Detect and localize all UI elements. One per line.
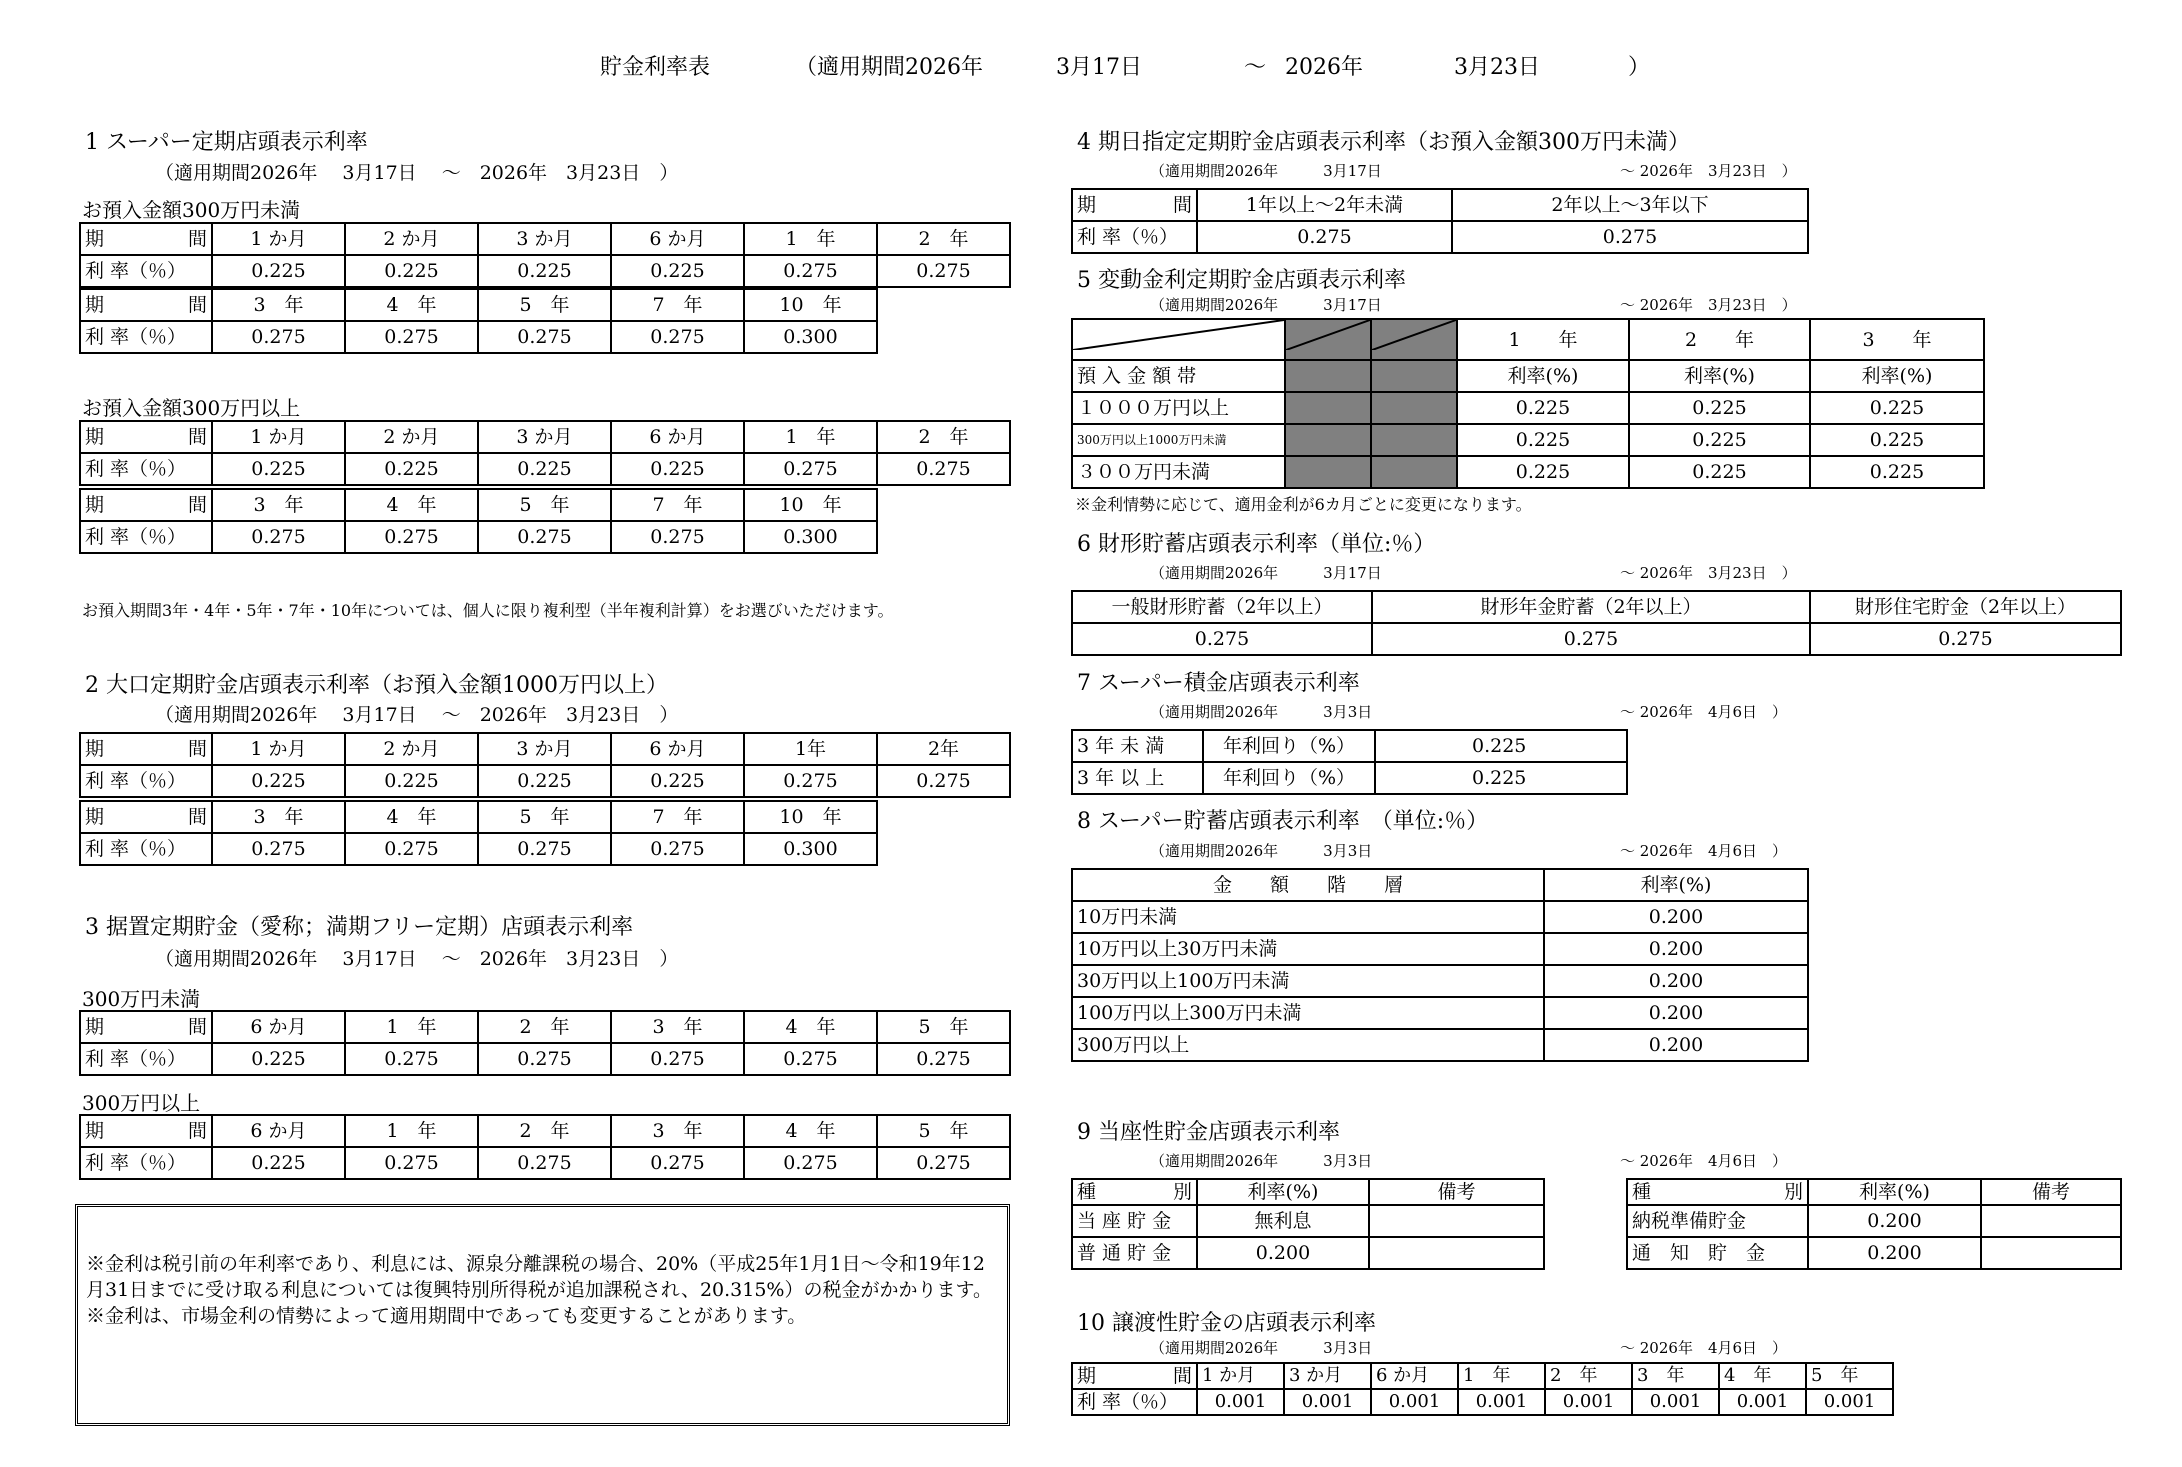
s6-period-start: （適用期間2026年 3月17日 [1150,564,1382,582]
rate-cell: 0.225 [212,453,345,485]
rate-cell: 0.225 [1629,456,1810,488]
s6-table [1071,590,2122,656]
period-cell: 2 年 [877,421,1010,453]
period-cell: 7 年 [611,489,744,521]
s1-over-table-b [79,488,878,554]
rate-cell: 0.275 [345,1147,478,1179]
s8-table [1071,868,1809,1062]
diagonal-line [1286,320,1370,350]
row-label-rate: 利 率（％） [80,521,212,553]
period-cell: 10 年 [744,489,877,521]
period-cell: 7 年 [611,289,744,321]
period-cell: 4 年 [744,1011,877,1043]
document-title [0,50,2182,80]
row-label-rate: 利 率（％） [1072,221,1197,253]
period-cell: 1 か月 [212,733,345,765]
s5-table [1071,318,1985,489]
period-cell: 2年以上～3年以下 [1452,189,1808,221]
rate-cell: 0.225 [212,765,345,797]
deposit-type-label: 通 知 貯 金 [1627,1237,1808,1269]
savings-type-header: 一般財形貯蓄（2年以上） [1072,591,1372,623]
rate-cell: 0.275 [212,521,345,553]
period-cell: 2 か月 [345,733,478,765]
period-cell: 2 年 [1545,1363,1632,1389]
rate-cell: 0.275 [478,1147,611,1179]
diagonal-line [1372,320,1456,350]
rate-cell: 0.300 [744,833,877,865]
period-cell: 6 か月 [212,1011,345,1043]
s5-heading: 5 変動金利定期貯金店頭表示利率 [1077,268,1406,293]
s1-under-table-b [79,288,878,354]
s2-table-a [79,732,1011,798]
amount-band-header: 預 入 金 額 帯 [1072,360,1285,392]
period-cell: 3 か月 [478,421,611,453]
deposit-type-label: 普 通 貯 金 [1072,1237,1197,1269]
period-cell: 3 年 [212,289,345,321]
s5-note: ※金利情勢に応じて、適用金利が6カ月ごとに変更になります。 [1075,495,1532,514]
s8-period-end: ～ 2026年 4月6日 ） [1620,842,1788,860]
rate-cell: 0.275 [744,1147,877,1179]
rate-cell: 0.225 [1375,762,1627,794]
note-cell [1369,1205,1544,1237]
greyed-cell [1371,424,1457,456]
amount-band-label: 300万円以上1000万円未満 [1072,424,1285,456]
period-cell: 4 年 [345,801,478,833]
rate-cell: 0.200 [1808,1205,1981,1237]
savings-type-header: 財形年金貯蓄（2年以上） [1372,591,1810,623]
rate-cell: 0.225 [1375,730,1627,762]
rate-header: 利率(%) [1197,1179,1369,1205]
rate-cell: 0.001 [1806,1389,1893,1415]
amount-band-label: ３００万円未満 [1072,456,1285,488]
row-label-rate: 利 率（％） [80,765,212,797]
period-cell: 4 年 [1719,1363,1806,1389]
rate-cell: 0.001 [1632,1389,1719,1415]
rate-cell: 0.275 [744,255,877,287]
title-tilde: ～ [1244,55,1267,80]
s10-period-end: ～ 2026年 4月6日 ） [1620,1339,1788,1357]
deposit-type-label: 納税準備貯金 [1627,1205,1808,1237]
s3-under-table [79,1010,1011,1076]
s3-period: （適用期間2026年 3月17日 ～ 2026年 3月23日 ） [155,948,679,970]
rate-cell: 0.275 [744,765,877,797]
rate-cell: 無利息 [1197,1205,1369,1237]
period-cell: 1 年 [744,223,877,255]
title-close: ） [1628,55,1651,80]
rate-cell: 0.200 [1808,1237,1981,1269]
tax-notice-line2: ※金利は、市場金利の情勢によって適用期間中であっても変更することがあります。 [86,1305,807,1327]
rate-header: 利率(%) [1457,360,1629,392]
rate-cell: 0.225 [1457,456,1629,488]
period-cell: 7 年 [611,801,744,833]
s7-table [1071,729,1628,795]
s1-over-label: お預入金額300万円以上 [82,396,301,420]
period-cell: 5 年 [877,1011,1010,1043]
rate-cell: 0.001 [1284,1389,1371,1415]
diag-cell [1072,319,1285,360]
note-cell [1981,1205,2121,1237]
rate-cell: 0.275 [478,1043,611,1075]
row-label-period: 期 間 [80,489,212,521]
period-cell: 2 か月 [345,223,478,255]
s1-footnote: お預入期間3年・4年・5年・7年・10年については、個人に限り複利型（半年複利計算）をお選びいただけます。 [82,601,894,620]
row-label-rate: 利 率（％） [80,1147,212,1179]
period-cell: 10 年 [744,289,877,321]
period-cell: 1年以上～2年未満 [1197,189,1452,221]
s9-heading: 9 当座性貯金店頭表示利率 [1077,1120,1340,1145]
row-label-period: 期 間 [80,289,212,321]
period-cell: 1 年 [1458,1363,1545,1389]
s2-period: （適用期間2026年 3月17日 ～ 2026年 3月23日 ） [155,704,679,726]
rate-cell: 0.275 [478,321,611,353]
s3-heading: 3 据置定期貯金（愛称；満期フリー定期）店頭表示利率 [85,915,634,940]
period-cell: 5 年 [1806,1363,1893,1389]
period-cell: 3 年 [212,489,345,521]
rate-cell: 0.275 [212,321,345,353]
rate-header: 利率(%) [1810,360,1984,392]
title-end-day: 3月23日 [1454,55,1540,80]
tax-notice-line1: ※金利は税引前の年利率であり、利息には、源泉分離課税の場合、20%（平成25年1月1日～令和19年12月31日までに受け取る利息については復興特別所得税が追加課税され、20.315%）の税金がかかります。 [86,1253,992,1301]
rate-cell: 0.275 [345,321,478,353]
rate-cell: 0.225 [345,453,478,485]
row-label-period: 期 間 [80,801,212,833]
s7-period-start: （適用期間2026年 3月3日 [1150,703,1373,721]
greyed-cell [1371,392,1457,424]
rate-cell: 0.300 [744,321,877,353]
s9-table-left [1071,1178,1545,1270]
period-cell: 1 年 [345,1011,478,1043]
rate-cell: 0.275 [744,1043,877,1075]
rate-header: 利率(%) [1544,869,1808,901]
rate-header: 利率(%) [1808,1179,1981,1205]
period-cell: 2 か月 [345,421,478,453]
note-cell [1981,1237,2121,1269]
rate-cell: 0.225 [212,1043,345,1075]
amount-tier-label: 10万円以上30万円未満 [1072,933,1544,965]
period-cell: 1 年 [744,421,877,453]
s6-period-end: ～ 2026年 3月23日 ） [1620,564,1797,582]
s8-heading: 8 スーパー貯蓄店頭表示利率 （単位:％） [1077,809,1489,834]
rate-cell: 0.200 [1544,1029,1808,1061]
s4-period-start: （適用期間2026年 3月17日 [1150,162,1382,180]
title-start-date: 3月17日 [1056,55,1142,80]
rate-cell: 0.001 [1545,1389,1632,1415]
note-cell [1369,1237,1544,1269]
s2-table-b [79,800,878,866]
amount-band-label: １０００万円以上 [1072,392,1285,424]
row-label-rate: 利 率（％） [1072,1389,1197,1415]
period-cell: 5 年 [478,801,611,833]
period-cell: 6 か月 [611,733,744,765]
type-header: 種 別 [1072,1179,1197,1205]
row-label-rate: 利 率（％） [80,1043,212,1075]
s1-over-table-a [79,420,1011,486]
row-label-rate: 利 率（％） [80,321,212,353]
savings-type-header: 財形住宅貯金（2年以上） [1810,591,2121,623]
year-header: 2 年 [1629,319,1810,360]
rate-cell: 0.275 [877,1043,1010,1075]
rate-cell: 0.225 [478,453,611,485]
period-cell: 6 か月 [611,421,744,453]
rate-cell: 0.001 [1197,1389,1284,1415]
rate-cell: 0.001 [1371,1389,1458,1415]
s8-period-start: （適用期間2026年 3月3日 [1150,842,1373,860]
s1-under-table-a [79,222,1011,288]
rate-cell: 0.225 [1810,424,1984,456]
yield-label: 年利回り（%） [1203,730,1375,762]
rate-cell: 0.275 [877,1147,1010,1179]
period-cell: 1 か月 [212,223,345,255]
row-label-period: 期 間 [1072,1363,1197,1389]
s3-under-label: 300万円未満 [82,987,201,1011]
rate-cell: 0.275 [611,321,744,353]
year-header: 1 年 [1457,319,1629,360]
period-cell: 2 年 [478,1011,611,1043]
s7-heading: 7 スーパー積金店頭表示利率 [1077,671,1360,696]
rate-cell: 0.200 [1544,965,1808,997]
term-label: 3 年 未 満 [1072,730,1203,762]
row-label-period: 期 間 [80,1115,212,1147]
period-cell: 5 年 [478,289,611,321]
s5-period-start: （適用期間2026年 3月17日 [1150,296,1382,314]
s7-period-end: ～ 2026年 4月6日 ） [1620,703,1788,721]
amount-tier-label: 10万円未満 [1072,901,1544,933]
period-cell: 3 か月 [1284,1363,1371,1389]
diagonal-line [1073,320,1284,350]
rate-cell: 0.225 [1810,392,1984,424]
period-cell: 3 年 [611,1011,744,1043]
rate-cell: 0.275 [478,521,611,553]
s9-period-end: ～ 2026年 4月6日 ） [1620,1152,1788,1170]
greyed-cell [1285,319,1371,360]
period-cell: 3 年 [212,801,345,833]
rate-cell: 0.275 [1197,221,1452,253]
rate-cell: 0.275 [611,833,744,865]
rate-cell: 0.225 [345,255,478,287]
rate-cell: 0.225 [1629,392,1810,424]
rate-cell: 0.275 [345,833,478,865]
rate-cell: 0.225 [212,1147,345,1179]
s10-heading: 10 譲渡性貯金の店頭表示利率 [1077,1311,1376,1336]
s4-table [1071,188,1809,254]
note-header: 備考 [1981,1179,2121,1205]
yield-label: 年利回り（%） [1203,762,1375,794]
s3-over-label: 300万円以上 [82,1091,201,1115]
period-cell: 1 年 [345,1115,478,1147]
period-cell: 4 年 [345,289,478,321]
rate-cell: 0.200 [1544,933,1808,965]
rate-cell: 0.225 [1457,424,1629,456]
rate-cell: 0.275 [744,453,877,485]
s10-table [1071,1362,1894,1416]
rate-cell: 0.275 [1452,221,1808,253]
title-period-open: （適用期間2026年 [795,55,983,80]
s1-heading: 1 スーパー定期店頭表示利率 [85,130,368,155]
rate-cell: 0.275 [611,1147,744,1179]
period-cell: 2年 [877,733,1010,765]
s2-heading: 2 大口定期貯金店頭表示利率（お預入金額1000万円以上） [85,673,668,698]
greyed-cell [1285,424,1371,456]
period-cell: 5 年 [877,1115,1010,1147]
period-cell: 3 か月 [478,223,611,255]
greyed-cell [1371,360,1457,392]
rate-cell: 0.275 [877,255,1010,287]
rate-cell: 0.275 [611,521,744,553]
s10-period-start: （適用期間2026年 3月3日 [1150,1339,1373,1357]
rate-cell: 0.225 [611,765,744,797]
period-cell: 1年 [744,733,877,765]
rate-cell: 0.300 [744,521,877,553]
rate-cell: 0.275 [1072,623,1372,655]
greyed-cell [1371,456,1457,488]
greyed-cell [1285,360,1371,392]
amount-tier-label: 30万円以上100万円未満 [1072,965,1544,997]
period-cell: 3 か月 [478,733,611,765]
s1-period: （適用期間2026年 3月17日 ～ 2026年 3月23日 ） [155,162,679,184]
amount-tier-label: 100万円以上300万円未満 [1072,997,1544,1029]
greyed-cell [1371,319,1457,360]
rate-cell: 0.275 [877,765,1010,797]
s6-heading: 6 財形貯蓄店頭表示利率（単位:％） [1077,532,1436,557]
period-cell: 1 か月 [1197,1363,1284,1389]
period-cell: 4 年 [345,489,478,521]
period-cell: 4 年 [744,1115,877,1147]
rate-cell: 0.200 [1544,901,1808,933]
rate-cell: 0.225 [1457,392,1629,424]
amount-tier-label: 300万円以上 [1072,1029,1544,1061]
row-label-period: 期 間 [1072,189,1197,221]
rate-header: 利率(%) [1629,360,1810,392]
rate-cell: 0.225 [212,255,345,287]
title-end-year: 2026年 [1285,55,1363,80]
period-cell: 2 年 [478,1115,611,1147]
rate-cell: 0.225 [611,453,744,485]
period-cell: 6 か月 [1371,1363,1458,1389]
rate-cell: 0.275 [877,453,1010,485]
rate-cell: 0.275 [1810,623,2121,655]
s1-under-label: お預入金額300万円未満 [82,198,301,222]
tax-notice-box [75,1204,1010,1426]
period-cell: 3 年 [611,1115,744,1147]
period-cell: 5 年 [478,489,611,521]
rate-cell: 0.275 [1372,623,1810,655]
row-label-period: 期 間 [80,421,212,453]
s3-over-table [79,1114,1011,1180]
period-cell: 6 か月 [212,1115,345,1147]
rate-cell: 0.225 [1629,424,1810,456]
deposit-type-label: 当 座 貯 金 [1072,1205,1197,1237]
s4-period-end: ～ 2026年 3月23日 ） [1620,162,1797,180]
row-label-period: 期 間 [80,223,212,255]
rate-cell: 0.225 [478,255,611,287]
row-label-rate: 利 率（％） [80,833,212,865]
rate-cell: 0.275 [611,1043,744,1075]
s5-period-end: ～ 2026年 3月23日 ） [1620,296,1797,314]
rate-cell: 0.225 [478,765,611,797]
rate-cell: 0.200 [1197,1237,1369,1269]
row-label-rate: 利 率（％） [80,255,212,287]
s4-heading: 4 期日指定定期貯金店頭表示利率（お預入金額300万円未満） [1077,130,1690,155]
rate-cell: 0.225 [611,255,744,287]
greyed-cell [1285,392,1371,424]
type-header: 種 別 [1627,1179,1808,1205]
rate-cell: 0.275 [212,833,345,865]
rate-cell: 0.275 [345,1043,478,1075]
note-header: 備考 [1369,1179,1544,1205]
period-cell: 3 年 [1632,1363,1719,1389]
greyed-cell [1285,456,1371,488]
rate-cell: 0.275 [478,833,611,865]
amount-tier-header: 金 額 階 層 [1072,869,1544,901]
rate-cell: 0.001 [1719,1389,1806,1415]
row-label-period: 期 間 [80,733,212,765]
period-cell: 2 年 [877,223,1010,255]
period-cell: 6 か月 [611,223,744,255]
title-label: 貯金利率表 [600,55,711,80]
rate-cell: 0.225 [1810,456,1984,488]
period-cell: 1 か月 [212,421,345,453]
row-label-period: 期 間 [80,1011,212,1043]
term-label: 3 年 以 上 [1072,762,1203,794]
s9-table-right [1626,1178,2122,1270]
year-header: 3 年 [1810,319,1984,360]
period-cell: 10 年 [744,801,877,833]
row-label-rate: 利 率（％） [80,453,212,485]
rate-cell: 0.275 [345,521,478,553]
rate-cell: 0.225 [345,765,478,797]
rate-cell: 0.001 [1458,1389,1545,1415]
rate-cell: 0.200 [1544,997,1808,1029]
s9-period-start: （適用期間2026年 3月3日 [1150,1152,1373,1170]
